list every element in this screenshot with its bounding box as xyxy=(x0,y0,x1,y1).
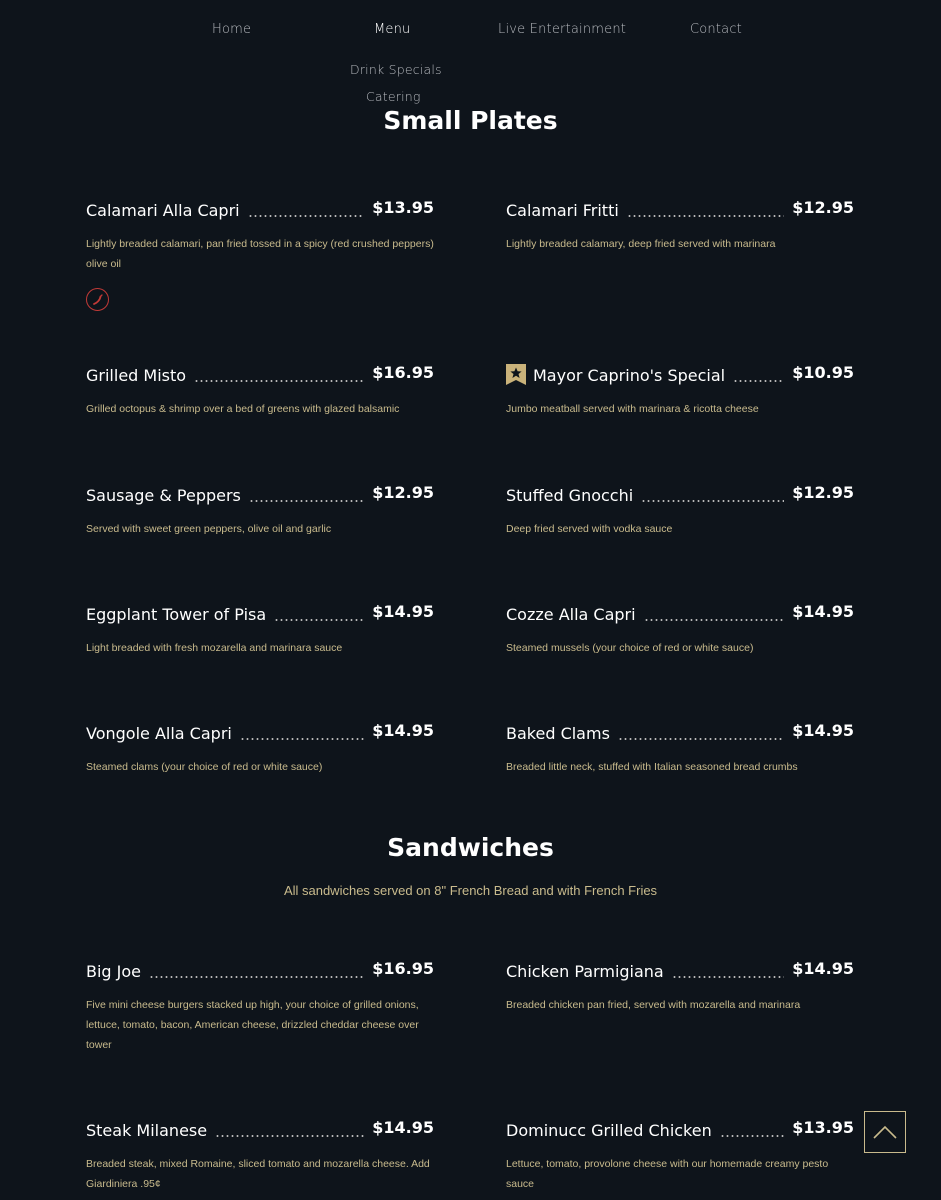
menu-item-price: $13.95 xyxy=(792,1118,854,1137)
menu-item-description: Lightly breaded calamary, deep fried served with marinara xyxy=(506,238,776,250)
menu-item-name: Steak Milanese xyxy=(86,1121,208,1140)
menu-item-description: Served with sweet green peppers, olive oil and garlic xyxy=(86,523,332,535)
menu-item xyxy=(506,717,854,777)
menu-item xyxy=(86,479,434,539)
menu-item xyxy=(506,479,854,539)
menu-item-name: Sausage & Peppers xyxy=(86,486,241,505)
menu-item-description: Jumbo meatball served with marinara & ricotta cheese xyxy=(506,403,759,415)
section-title-small-plates: Small Plates xyxy=(383,106,558,135)
menu-item xyxy=(506,955,854,1015)
dot-leader xyxy=(618,738,784,740)
dot-leader xyxy=(215,1135,364,1137)
menu-item-price: $14.95 xyxy=(372,1118,434,1137)
chevron-up-icon xyxy=(872,1124,898,1140)
menu-item-description: Lightly breaded calamari, pan fried tossed in a spicy (red crushed peppers) olive oil xyxy=(86,238,434,270)
dot-leader xyxy=(641,500,784,502)
dot-leader xyxy=(720,1135,785,1137)
menu-item-price: $14.95 xyxy=(792,721,854,740)
dot-leader xyxy=(149,976,364,978)
menu-item-name: Calamari Fritti xyxy=(506,201,619,220)
menu-item-price: $12.95 xyxy=(372,483,434,502)
menu-item-description: Lettuce, tomato, provolone cheese with our homemade creamy pesto sauce xyxy=(506,1158,829,1190)
menu-item-name: Cozze Alla Capri xyxy=(506,605,636,624)
menu-item-name: Dominucc Grilled Chicken xyxy=(506,1121,712,1140)
menu-item xyxy=(86,598,434,658)
dot-leader xyxy=(194,380,364,382)
menu-item-price: $14.95 xyxy=(792,959,854,978)
menu-item-name: Chicken Parmigiana xyxy=(506,962,664,981)
menu-item-description: Breaded chicken pan fried, served with mozarella and marinara xyxy=(506,999,801,1011)
menu-item xyxy=(506,598,854,658)
menu-item xyxy=(506,1114,854,1194)
menu-item-description: Light breaded with fresh mozarella and marinara sauce xyxy=(86,642,343,654)
menu-item-price: $12.95 xyxy=(792,198,854,217)
dot-leader xyxy=(240,738,364,740)
menu-item xyxy=(86,359,434,419)
menu-item-name: Calamari Alla Capri xyxy=(86,201,240,220)
menu-item xyxy=(506,359,854,419)
menu-item-name: Stuffed Gnocchi xyxy=(506,486,634,505)
menu-item-description: Breaded steak, mixed Romaine, sliced tomato and mozarella cheese. Add Giardiniera .95¢ xyxy=(86,1158,430,1190)
menu-item xyxy=(506,194,854,254)
menu-item-price: $13.95 xyxy=(372,198,434,217)
menu-item-name: Vongole Alla Capri xyxy=(86,724,232,743)
menu-item-price: $16.95 xyxy=(372,363,434,382)
menu-item-price: $14.95 xyxy=(372,602,434,621)
menu-item-name: Mayor Caprino's Special xyxy=(533,366,726,385)
dot-leader xyxy=(644,619,785,621)
dot-leader xyxy=(672,976,785,978)
nav-sub-drink-specials[interactable]: Drink Specials xyxy=(350,62,442,77)
nav-contact[interactable]: Contact xyxy=(690,22,742,37)
menu-item-price: $10.95 xyxy=(792,363,854,382)
star-icon xyxy=(506,364,526,385)
chili-icon xyxy=(86,288,109,311)
menu-item xyxy=(86,717,434,777)
menu-item-description: Breaded little neck, stuffed with Italian seasoned bread crumbs xyxy=(506,761,798,773)
scroll-to-top-button[interactable] xyxy=(864,1111,906,1153)
section-note: All sandwiches served on 8" French Bread and with French Fries xyxy=(283,883,658,898)
menu-item-price: $12.95 xyxy=(792,483,854,502)
nav-live-entertainment[interactable]: Live Entertainment xyxy=(498,22,627,37)
dot-leader xyxy=(249,500,364,502)
menu-item-price: $16.95 xyxy=(372,959,434,978)
menu-item-name: Grilled Misto xyxy=(86,366,187,385)
menu-item xyxy=(86,955,434,1055)
menu-item-description: Deep fried served with vodka sauce xyxy=(506,523,673,535)
menu-item-price: $14.95 xyxy=(372,721,434,740)
nav-menu[interactable]: Menu xyxy=(374,22,411,37)
nav-sub-catering[interactable]: Catering xyxy=(366,89,421,104)
menu-item-description: Grilled octopus & shrimp over a bed of greens with glazed balsamic xyxy=(86,403,400,415)
menu-item-description: Steamed mussels (your choice of red or white sauce) xyxy=(506,642,754,654)
dot-leader xyxy=(248,215,365,217)
main-nav xyxy=(0,0,941,110)
nav-home[interactable]: Home xyxy=(212,22,252,37)
menu-item-name: Eggplant Tower of Pisa xyxy=(86,605,267,624)
dot-leader xyxy=(627,215,784,217)
menu-item xyxy=(86,194,434,311)
section-title-sandwiches: Sandwiches xyxy=(387,833,554,862)
dot-leader xyxy=(733,380,784,382)
dot-leader xyxy=(274,619,364,621)
menu-item-name: Baked Clams xyxy=(506,724,610,743)
menu-item xyxy=(86,1114,434,1194)
menu-item-price: $14.95 xyxy=(792,602,854,621)
menu-item-name: Big Joe xyxy=(86,962,142,981)
menu-item-description: Five mini cheese burgers stacked up high, your choice of grilled onions, lettuce, tomato, bacon, American cheese, drizzled cheddar cheese over tower xyxy=(86,999,419,1051)
menu-item-description: Steamed clams (your choice of red or white sauce) xyxy=(86,761,323,773)
